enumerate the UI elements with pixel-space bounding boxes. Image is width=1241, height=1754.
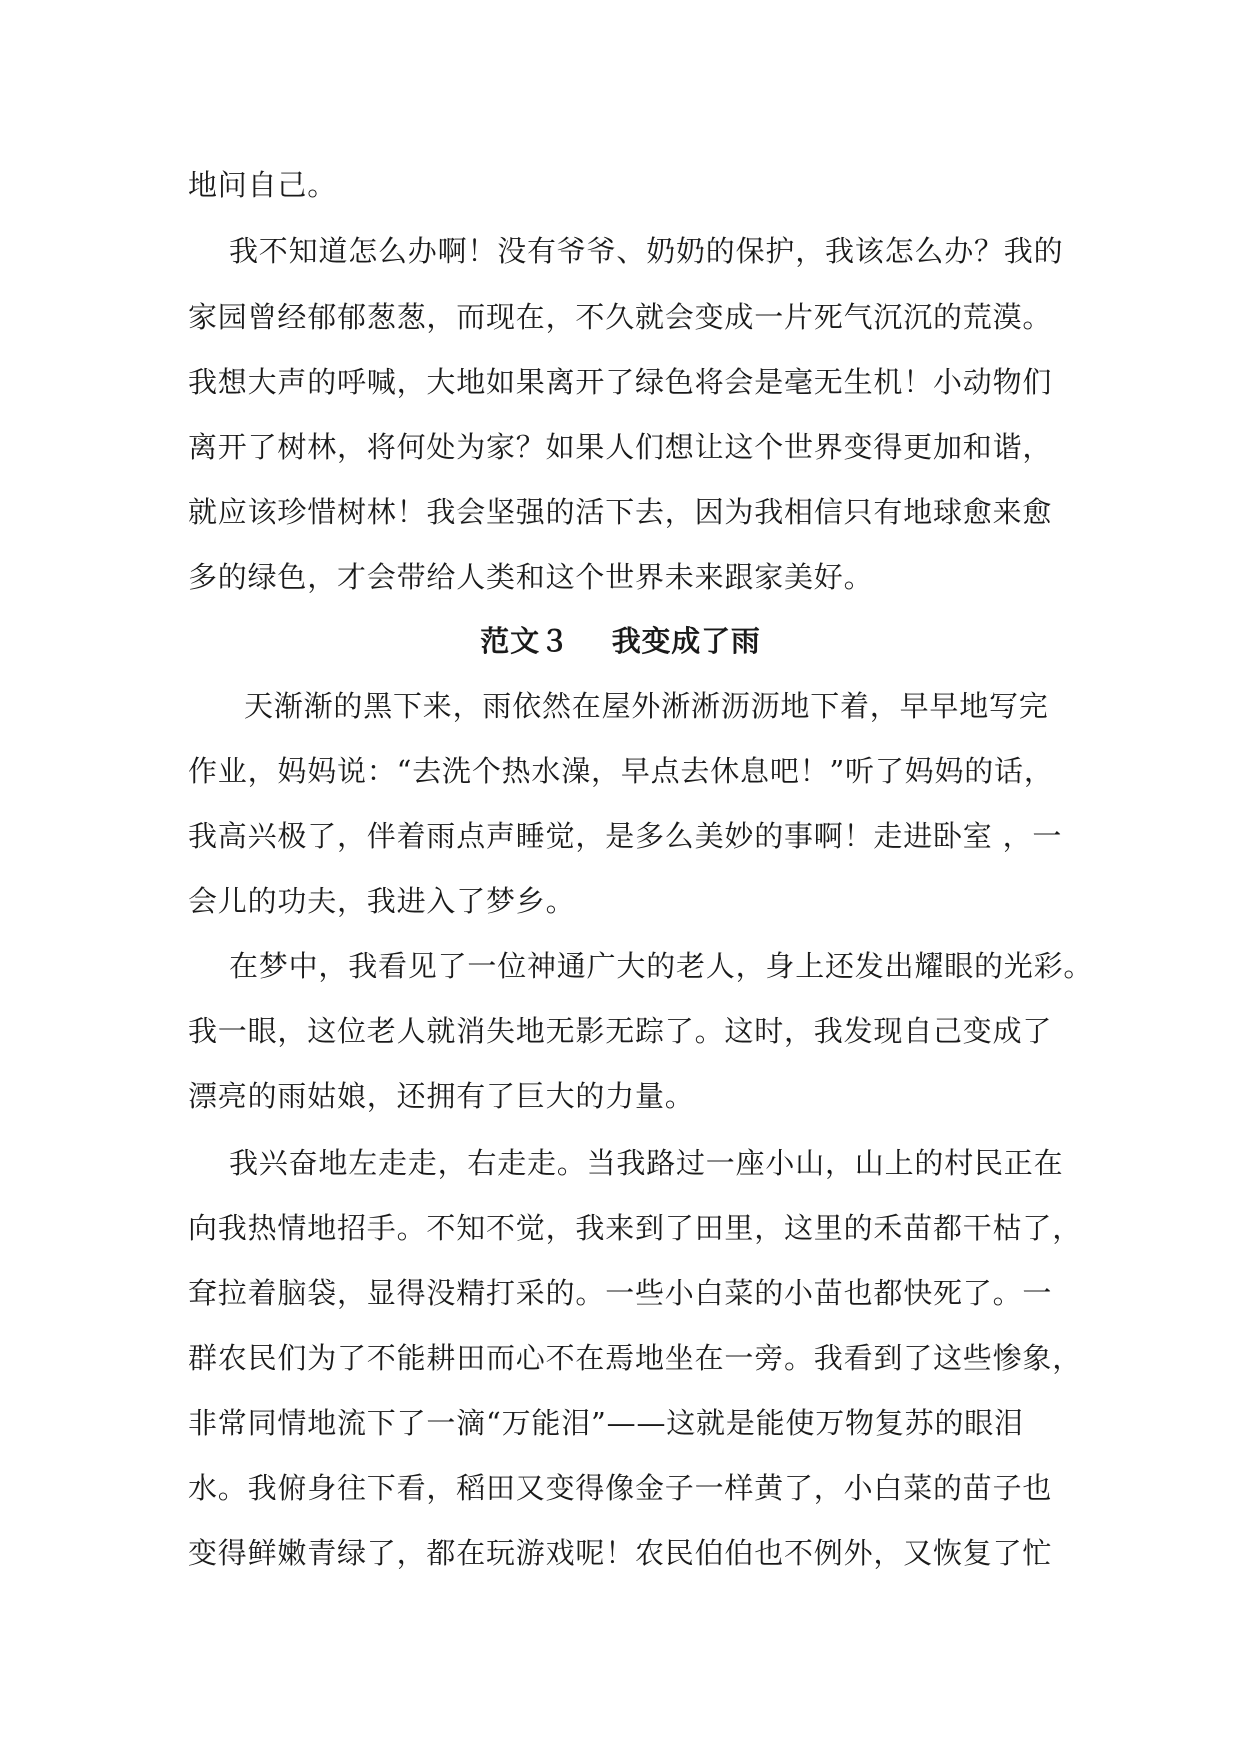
text-line: 多的绿色，才会带给人类和这个世界未来跟家美好。	[188, 560, 874, 594]
heading-title: 我变成了雨	[611, 624, 761, 658]
text-line: 变得鲜嫩青绿了，都在玩游戏呢！农民伯伯也不例外，又恢复了忙	[188, 1536, 1053, 1570]
text-line: 作业，妈妈说：“去洗个热水澡，早点去休息吧！”听了妈妈的话，	[188, 754, 1054, 788]
text-line: 水。我俯身往下看，稻田又变得像金子一样黄了，小白菜的苗子也	[188, 1471, 1053, 1505]
text-line: 我想大声的呼喊，大地如果离开了绿色将会是毫无生机！小动物们	[188, 365, 1053, 399]
paragraph-start-line: 我兴奋地左走走，右走走。当我路过一座小山，山上的村民正在	[229, 1146, 1064, 1180]
text-line: 我一眼，这位老人就消失地无影无踪了。这时，我发现自己变成了	[188, 1014, 1053, 1048]
text-line: 离开了树林，将何处为家？如果人们想让这个世界变得更加和谐，	[188, 430, 1053, 464]
section-heading	[0, 621, 1241, 661]
text-line: 向我热情地招手。不知不觉，我来到了田里，这里的禾苗都干枯了，	[188, 1211, 1083, 1245]
text-line: 非常同情地流下了一滴“万能泪”——这就是能使万物复苏的眼泪	[188, 1406, 1024, 1440]
text-line: 漂亮的雨姑娘，还拥有了巨大的力量。	[188, 1079, 695, 1113]
text-line: 地问自己。	[188, 168, 338, 202]
text-line: 家园曾经郁郁葱葱，而现在，不久就会变成一片死气沉沉的荒漠。	[188, 300, 1053, 334]
heading-number: 范文３	[480, 624, 570, 658]
text-line: 我高兴极了，伴着雨点声睡觉，是多么美妙的事啊！走进卧室 ，一	[188, 819, 1063, 853]
paragraph-start-line: 天渐渐的黑下来，雨依然在屋外淅淅沥沥地下着，早早地写完	[244, 689, 1049, 723]
paragraph-start-line: 我不知道怎么办啊！没有爷爷、奶奶的保护，我该怎么办？我的	[229, 234, 1064, 268]
text-line: 耷拉着脑袋，显得没精打采的。一些小白菜的小苗也都快死了。一	[188, 1276, 1053, 1310]
paragraph-start-line: 在梦中，我看见了一位神通广大的老人，身上还发出耀眼的光彩。	[229, 949, 1094, 983]
text-line: 会儿的功夫，我进入了梦乡。	[188, 884, 576, 918]
text-line: 群农民们为了不能耕田而心不在焉地坐在一旁。我看到了这些惨象，	[188, 1341, 1083, 1375]
text-line: 就应该珍惜树林！我会坚强的活下去，因为我相信只有地球愈来愈	[188, 495, 1053, 529]
